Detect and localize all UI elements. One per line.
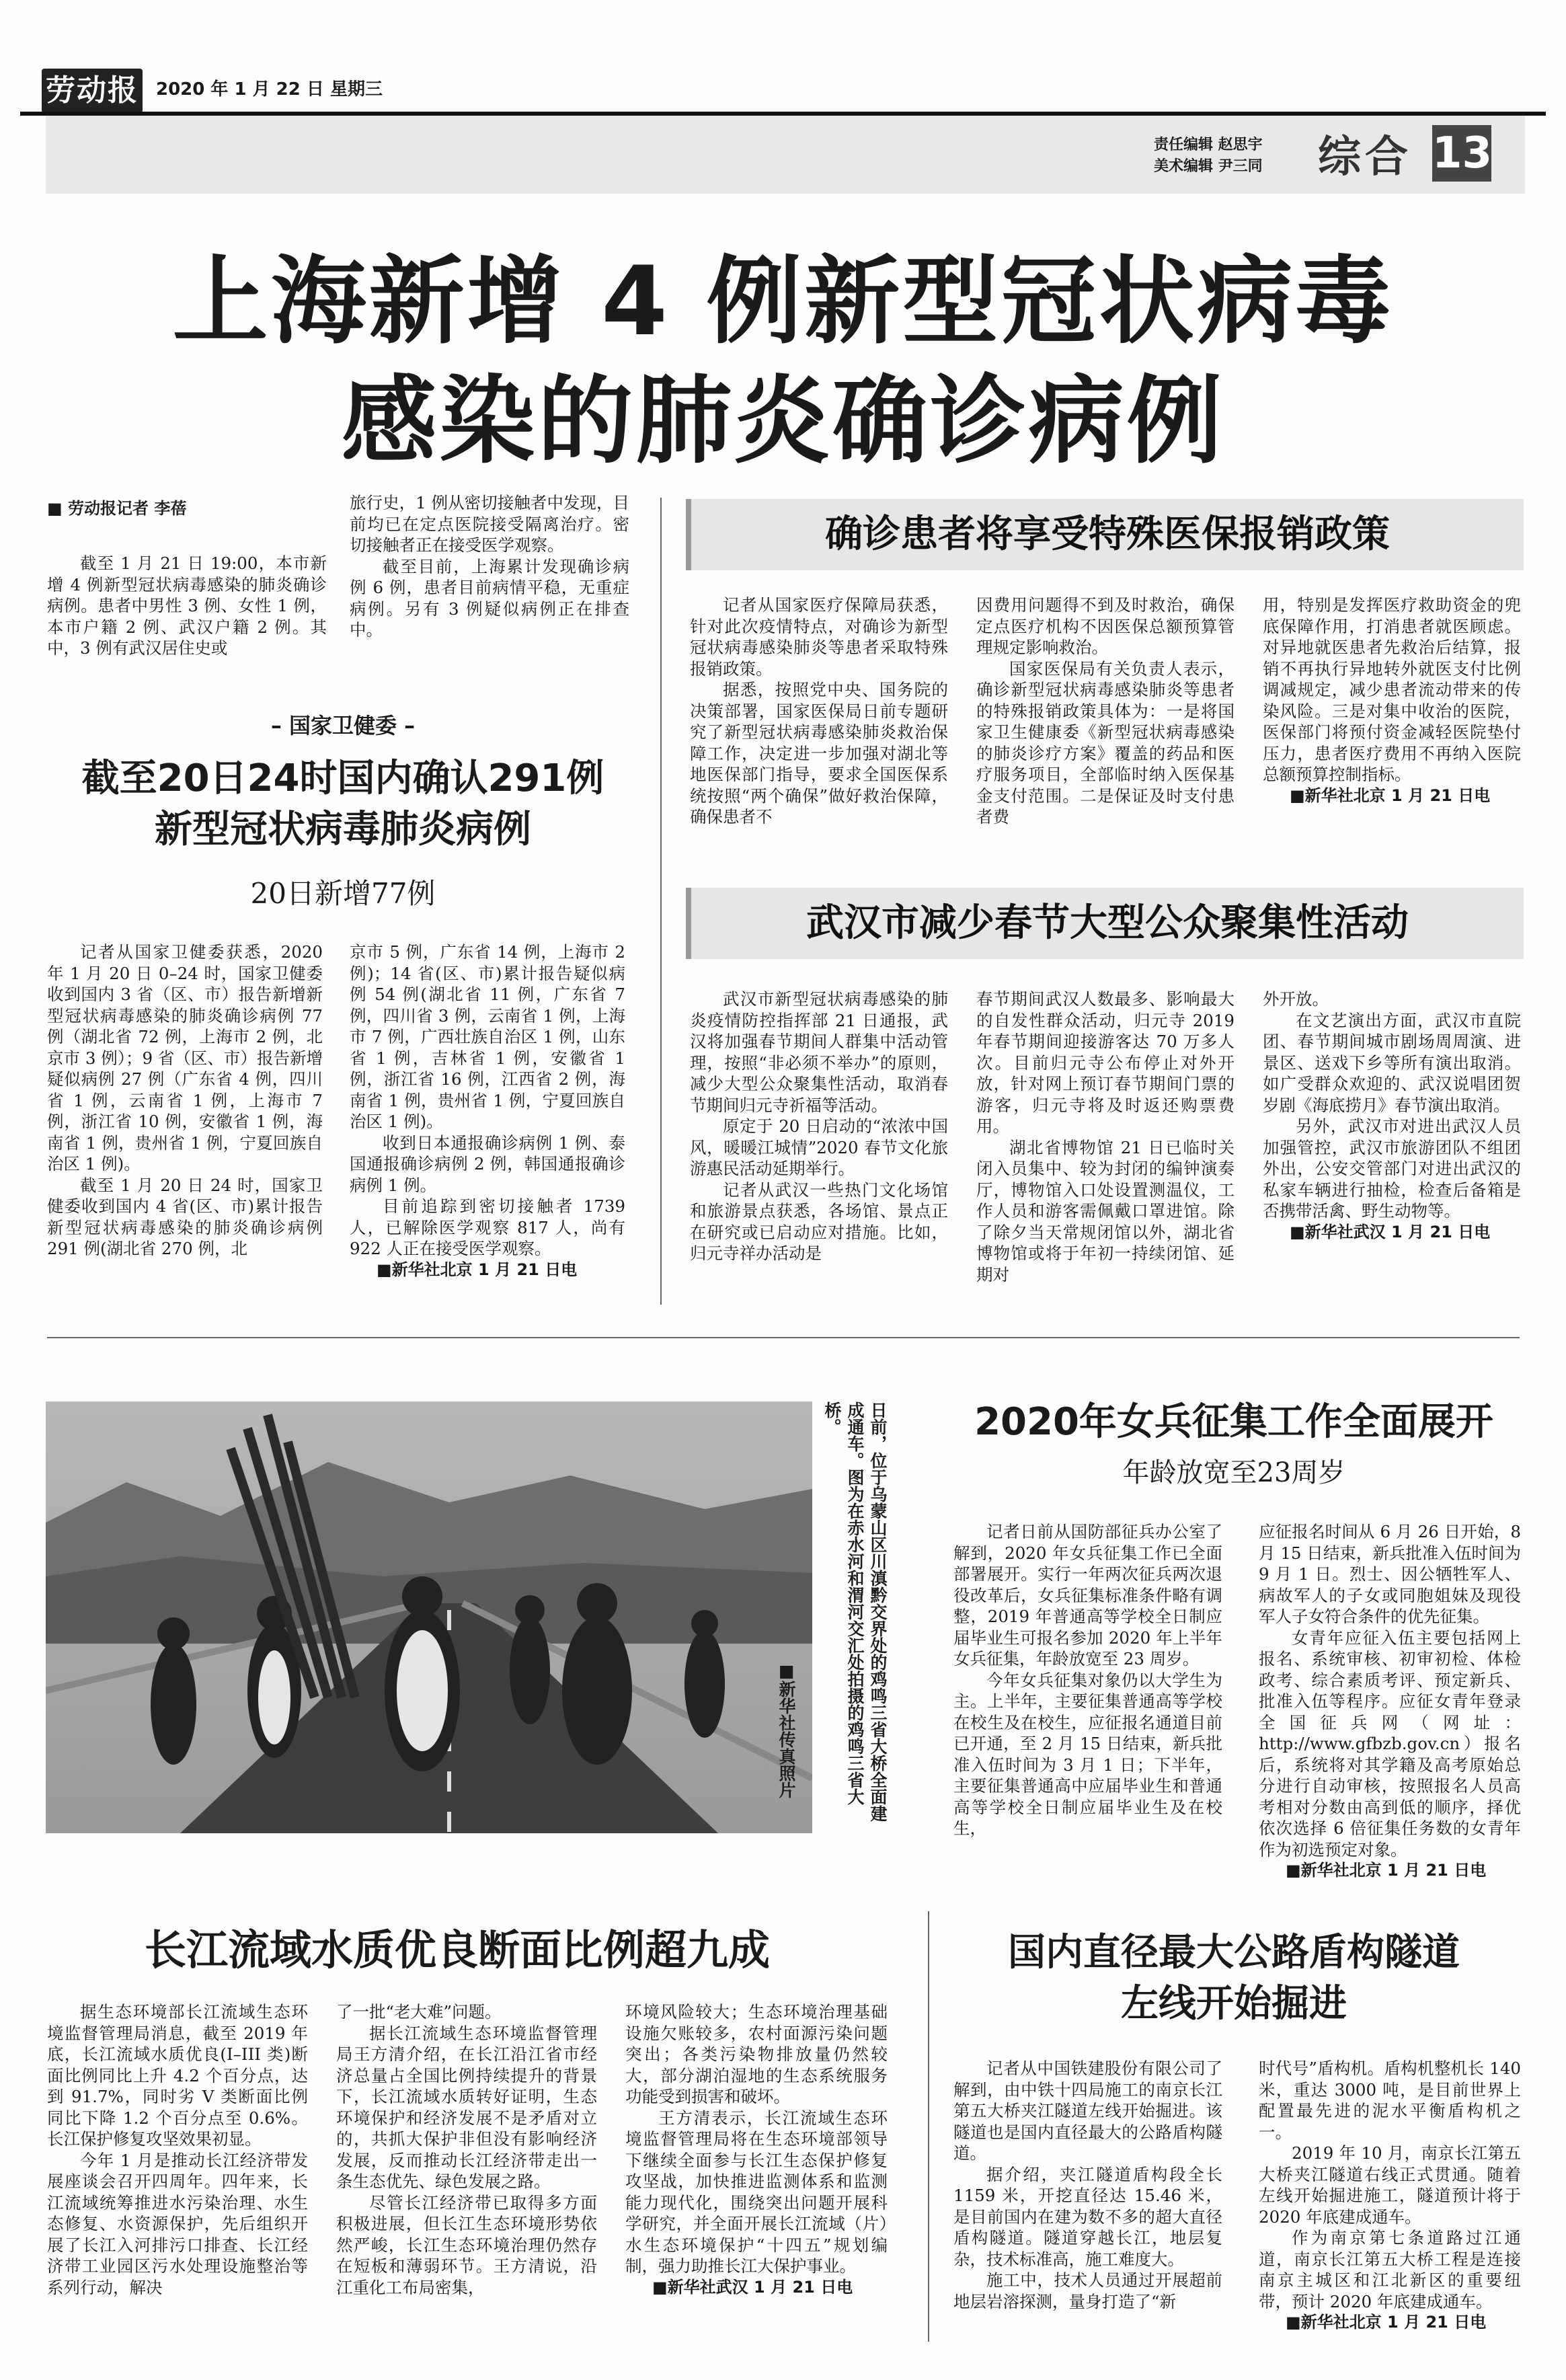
photo-illustration [46, 1402, 812, 1833]
paragraph: 外开放。 [1263, 989, 1329, 1009]
lead-article-col1 [47, 553, 327, 659]
paragraph: 作为南京第七条道路过江通道，南京长江第五大桥工程是连接南京主城区和江北新区的重要纽带，预计 2020 年底建成通车。 [1259, 2228, 1521, 2311]
dateline: ■新华社武汉 1 月 21 日电 [1290, 1222, 1491, 1241]
section-name: 综合 [1318, 132, 1412, 182]
paragraph: 京市 5 例，广东省 14 例，上海市 2 例)；14 省(区、市)累计报告疑似病例 54 例(湖北省 11 例，广东省 7 例，四川省 3 例，云南省 1 例，上海市 7 例，广西壮族自治区 1 例，山东省 1 例，吉林省 1 例，安徽省 1 例，浙江省 16 例，江西省 2 例，海南省 1 例，贵州省 1 例，宁夏回族自治区 1 例)。 [350, 942, 625, 1131]
paragraph: 旅行史，1 例从密切接触者中发现，目前均已在定点医院接受隔离治疗。密切接触者正在接受医学观察。 [350, 493, 629, 555]
tunnel-col2 [1259, 2058, 1521, 2334]
editor-credit: 责任编辑 赵思宇 [1154, 137, 1263, 153]
yangtze-col2 [336, 2001, 597, 2298]
dateline: ■新华社北京 1 月 21 日电 [377, 1260, 578, 1279]
paragraph: 据介绍，夹江隧道盾构段全长 1159 米，开挖直径达 15.46 米，是目前国内在建为数不多的超大直径盾构隧道。隧道穿越长江，地层复杂，技术标准高，施工难度大。 [953, 2164, 1222, 2269]
paragraph: 武汉市新型冠状病毒感染的肺炎疫情防控指挥部 21 日通报，武汉将加强春节期间人群集中活动管理，按照“非必须不举办”的原则，减少大型公众聚集性活动，取消春节期间归元寺祈福等活动。 [690, 989, 948, 1115]
insurance-headline: 确诊患者将享受特殊医保报销政策 [686, 499, 1524, 570]
column-divider [660, 498, 662, 1305]
nhc-headline [27, 753, 659, 855]
nhc-headline-line1: 截至20日24时国内确认291例 [81, 757, 604, 800]
paragraph: 了一批“老大难”问题。 [336, 2002, 502, 2022]
paragraph: 国家医保局有关负责人表示，确诊新型冠状病毒感染肺炎等患者的特殊报销政策具体为：一是将国家卫生健康委《新型冠状病毒感染的肺炎诊疗方案》覆盖的药品和医疗服务项目，全部临时纳入医保基金支付范围。二是保证及时支付患者费 [976, 658, 1235, 827]
lead-headline [0, 242, 1566, 482]
female-subheadline: 年龄放宽至23周岁 [1122, 1457, 1345, 1488]
paragraph: 据长江流域生态环境监督管理局王方清介绍，在长江沿江省市经济总量占全国比例持续提升的背景下，长江流域水质转好证明，生态环境保护和经济发展不是矛盾对立的，共抓大保护非但没有影响经济发展，反而推动长江经济带走出一条生态优先、绿色发展之路。 [336, 2023, 597, 2191]
wuhan-col3 [1263, 989, 1521, 1243]
wuhan-headline: 武汉市减少春节大型公众聚集性活动 [686, 888, 1524, 959]
paragraph: 环境风险较大；生态环境治理基础设施欠账较多，农村面源污染问题突出；各类污染物排放量仍然较大，部分湖泊湿地的生态系统服务功能受到损害和破坏。 [625, 2002, 888, 2106]
yangtze-col1 [47, 2001, 308, 2298]
nhc-headline-line2: 新型冠状病毒肺炎病例 [155, 808, 531, 851]
paragraph: 截至 1 月 20 日 24 时，国家卫健委收到国内 4 省(区、市)累计报告新型冠状病毒感染的肺炎确诊病例 291 例(湖北省 270 例，北 [47, 1175, 323, 1258]
issue-date: 2020 年 1 月 22 日 星期三 [156, 79, 383, 100]
paragraph: 春节期间武汉人数最多、影响最大的自发性群众活动，归元寺 2019 年春节期间迎接游客达 70 万多人次。目前归元寺公布停止对外开放，针对网上预订春节期间门票的游客，归元寺将及时返还购票费用。 [976, 989, 1235, 1136]
paragraph: 记者从国家卫健委获悉，2020 年 1 月 20 日 0–24 时，国家卫健委收到国内 3 省（区、市）报告新增新型冠状病毒感染的肺炎确诊病例 77 例（湖北省 72 例，上海市 2 例，北京市 3 例）；9 省（区、市）报告新增疑似病例 27 例（广东省 4 例，四川省 1 例，云南省 1 例，上海市 7 例，浙江省 10 例，安徽省 1 例，海南省 1 例，贵州省 1 例，宁夏回族自治区 1 例)。 [47, 942, 323, 1174]
tunnel-col1 [953, 2058, 1222, 2312]
photo-caption: 日前，位于乌蒙山区川滇黔交界处的鸡鸣三省大桥全面建成通车。图为在赤水河和渭河交汇处拍摄的鸡鸣三省大桥。 [822, 1402, 888, 1822]
paragraph: 截至目前，上海累计发现确诊病例 6 例，患者目前病情平稳，无重症病例。另有 3 例疑似病例正在排查中。 [350, 556, 629, 640]
paragraph: 据悉，按照党中央、国务院的决策部署，国家医保局日前专题研究了新型冠状病毒感染肺炎救治保障工作，决定进一步加强对湖北等地医保部门指导，要求全国医保系统按照“两个确保”做好救治保障，确保患者不 [690, 680, 948, 827]
dateline: ■新华社北京 1 月 21 日电 [1286, 2313, 1487, 2332]
nhc-col1 [47, 942, 323, 1260]
paragraph: 时代号”盾构机。盾构机整机长 140 米，重达 3000 吨，是目前世界上配置最先进的泥水平衡盾构机之一。 [1259, 2059, 1521, 2142]
paragraph: 施工中，技术人员通过开展超前地层岩溶探测，量身打造了“新 [953, 2270, 1222, 2311]
paragraph: 今年女兵征集对象仍以大学生为主。上半年，主要征集普通高等学校在校生及在校生，应征报名通道目前已开通，至 2 月 15 日结束，新兵批准入伍时间为 3 月 1 日；下半年，主要征集普通高中应届毕业生和普通高等学校全日制应届毕业生及在校生， [953, 1670, 1222, 1838]
paragraph: 因费用问题得不到及时救治，确保定点医疗机构不因医保总额预算管理规定影响救治。 [976, 595, 1235, 657]
paragraph: 原定于 20 日启动的“浓浓中国风，暖暖江城情”2020 春节文化旅游惠民活动延期举行。 [690, 1116, 948, 1178]
dateline: ■新华社北京 1 月 21 日电 [1290, 785, 1491, 805]
wuhan-col1 [690, 989, 948, 1264]
yangtze-col3 [625, 2001, 888, 2298]
nhc-subheadline: 20日新增77例 [250, 877, 436, 910]
paragraph: 目前追踪到密切接触者 1739 人，已解除医学观察 817 人，尚有 922 人正在接受医学观察。 [350, 1196, 625, 1258]
paragraph: 记者从中国铁建股份有限公司了解到，由中铁十四局施工的南京长江第五大桥夹江隧道左线开始掘进。该隧道也是国内直径最大的公路盾构隧道。 [953, 2059, 1222, 2163]
section-divider [47, 1337, 1520, 1338]
byline: ■ 劳动报记者 李蓓 [47, 499, 187, 518]
female-col2 [1259, 1521, 1521, 1882]
paragraph: 记者日前从国防部征兵办公室了解到，2020 年女兵征集工作已全面部署展开。实行一年两次征兵两次退役改革后，女兵征集标准条件略有调整，2019 年普通高等学校全日制应届毕业生可报名参加 2020 年上半年女兵征集，年龄放宽至 23 周岁。 [953, 1522, 1222, 1668]
tunnel-headline-line1: 国内直径最大公路盾构隧道 [1008, 1931, 1460, 1974]
insurance-col1 [690, 594, 948, 828]
photo-credit-text: ■新华社传真照片 [777, 1661, 796, 1798]
paragraph: 在文艺演出方面，武汉市直院团、春节期间城市剧场周周演、进景区、送戏下乡等所有演出取消。如广受群众欢迎的、武汉说唱团贺岁剧《海底捞月》春节演出取消。 [1263, 1010, 1521, 1115]
news-photo [46, 1402, 812, 1833]
paragraph: 尽管长江经济带已取得多方面积极进展，但长江生态环境形势依然严峻，长江生态环境治理仍然存在短板和薄弱环节。王方清说，沿江重化工布局密集， [336, 2192, 597, 2297]
paragraph: 湖北省博物馆 21 日已临时关闭入员集中、较为封闭的编钟演奏厅，博物馆入口处设置测温仪，工作人员和游客需佩戴口罩进馆。除了除夕当天常规闭馆以外，湖北省博物馆或将于年初一持续闭馆、延期对 [976, 1137, 1235, 1284]
art-editor-credit: 美术编辑 尹三同 [1154, 158, 1263, 175]
page-number: 13 [1432, 125, 1491, 182]
lead-headline-line1: 上海新增 4 例新型冠状病毒 [172, 246, 1394, 357]
section-banner [46, 116, 1525, 194]
paragraph: 记者从国家医疗保障局获悉，针对此次疫情特点，对确诊为新型冠状病毒感染肺炎等患者采取特殊报销政策。 [690, 595, 948, 679]
paragraph: 截至 1 月 21 日 19:00，本市新增 4 例新型冠状病毒感染的肺炎确诊病例。患者中男性 3 例、女性 1 例，本市户籍 2 例、武汉户籍 2 例。其中，3 例有武汉居住史或 [47, 553, 327, 658]
lead-headline-line2: 感染的肺炎确诊病例 [341, 366, 1225, 477]
paragraph: 用，特别是发挥医疗救助资金的兜底保障作用，打消患者就医顾虑。对异地就医患者先救治后结算，报销不再执行异地转外就医支付比例调减规定，减少患者流动带来的传染风险。三是对集中收治的医院，医保部门将预付资金减轻医院垫付压力，患者医疗费用不再纳入医院总额预算控制指标。 [1263, 595, 1521, 784]
wuhan-col2 [976, 989, 1235, 1285]
editors-block [1154, 135, 1263, 178]
tunnel-headline-line2: 左线开始掘进 [1121, 1982, 1347, 2026]
paragraph: 应征报名时间从 6 月 26 日开始，8 月 15 日结束，新兵批准入伍时间为 9 月 1 日。烈士、因公牺牲军人、病故军人的子女或同胞姐妹及现役军人子女符合条件的优先征集。 [1259, 1522, 1521, 1626]
insurance-col3 [1263, 594, 1521, 806]
paragraph: 另外，武汉市对进出武汉人员加强管控，武汉市旅游团队不组团外出，公安交管部门对进出武汉的私家车辆进行抽检，检查后备箱是否携带活禽、野生动物等。 [1263, 1116, 1521, 1221]
paragraph: 女青年应征入伍主要包括网上报名、系统审核、初审初检、体检政考、综合素质考评、预定新兵、批准入伍等程序。应征女青年登录全国征兵网（网址：http://www.gfbzb.gov.cn）报名后，系统将对其学籍及高考原始总分进行自动审核，按照报名人员高考相对分数由高到低的顺序，择优依次选择 6 倍征集任务数的女青年作为初选预定对象。 [1259, 1627, 1521, 1859]
lead-article-col2 [350, 492, 629, 641]
paragraph: 据生态环境部长江流域生态环境监督管理局消息，截至 2019 年底，长江流域水质优良(I–III 类)断面比例同比上升 4.2 个百分点，达到 91.7%，同时劣 V 类断面比例同比下降 1.2 个百分点至 0.6%。长江保护修复攻坚效果初显。 [47, 2002, 308, 2149]
paragraph: 2019 年 10 月，南京长江第五大桥夹江隧道右线正式贯通。随着左线开始掘进施工，隧道预计将于 2020 年底建成通车。 [1259, 2143, 1521, 2227]
newspaper-logo: 劳动报 [42, 69, 143, 113]
female-col1 [953, 1521, 1222, 1839]
paragraph: 今年 1 月是推动长江经济带发展座谈会召开四周年。四年来，长江流域统筹推进水污染治理、水生态修复、水资源保护，先后组织开展了长江入河排污口排查、长江经济带工业园区污水处理设施整治等系列行动，解决 [47, 2150, 308, 2297]
paragraph: 记者从武汉一些热门文化场馆和旅游景点获悉，各场馆、景点正在研究或已启动应对措施。比如，归元寺祥办活动是 [690, 1180, 948, 1263]
insurance-col2 [976, 594, 1235, 828]
nhc-col2 [350, 942, 625, 1280]
dateline: ■新华社武汉 1 月 21 日电 [652, 2277, 853, 2297]
tunnel-headline [941, 1927, 1526, 2030]
column-divider [928, 1911, 929, 2342]
dateline: ■新华社北京 1 月 21 日电 [1286, 1861, 1487, 1880]
female-headline: 2020年女兵征集工作全面展开 [974, 1400, 1493, 1444]
yangtze-headline: 长江流域水质优良断面比例超九成 [144, 1925, 770, 1974]
nhc-kicker: – 国家卫健委 – [270, 713, 416, 738]
paragraph: 王方清表示，长江流域生态环境监督管理局将在生态环境部领导下继续全面参与长江生态保护修复攻坚战，加快推进监测体系和监测能力现代化，围绕突出问题开展科学研究，并全面开展长江流域（片）水生态环境保护“十四五”规划编制，强力助推长江大保护事业。 [625, 2108, 888, 2276]
paragraph: 收到日本通报确诊病例 1 例、泰国通报确诊病例 2 例，韩国通报确诊病例 1 例。 [350, 1133, 625, 1195]
